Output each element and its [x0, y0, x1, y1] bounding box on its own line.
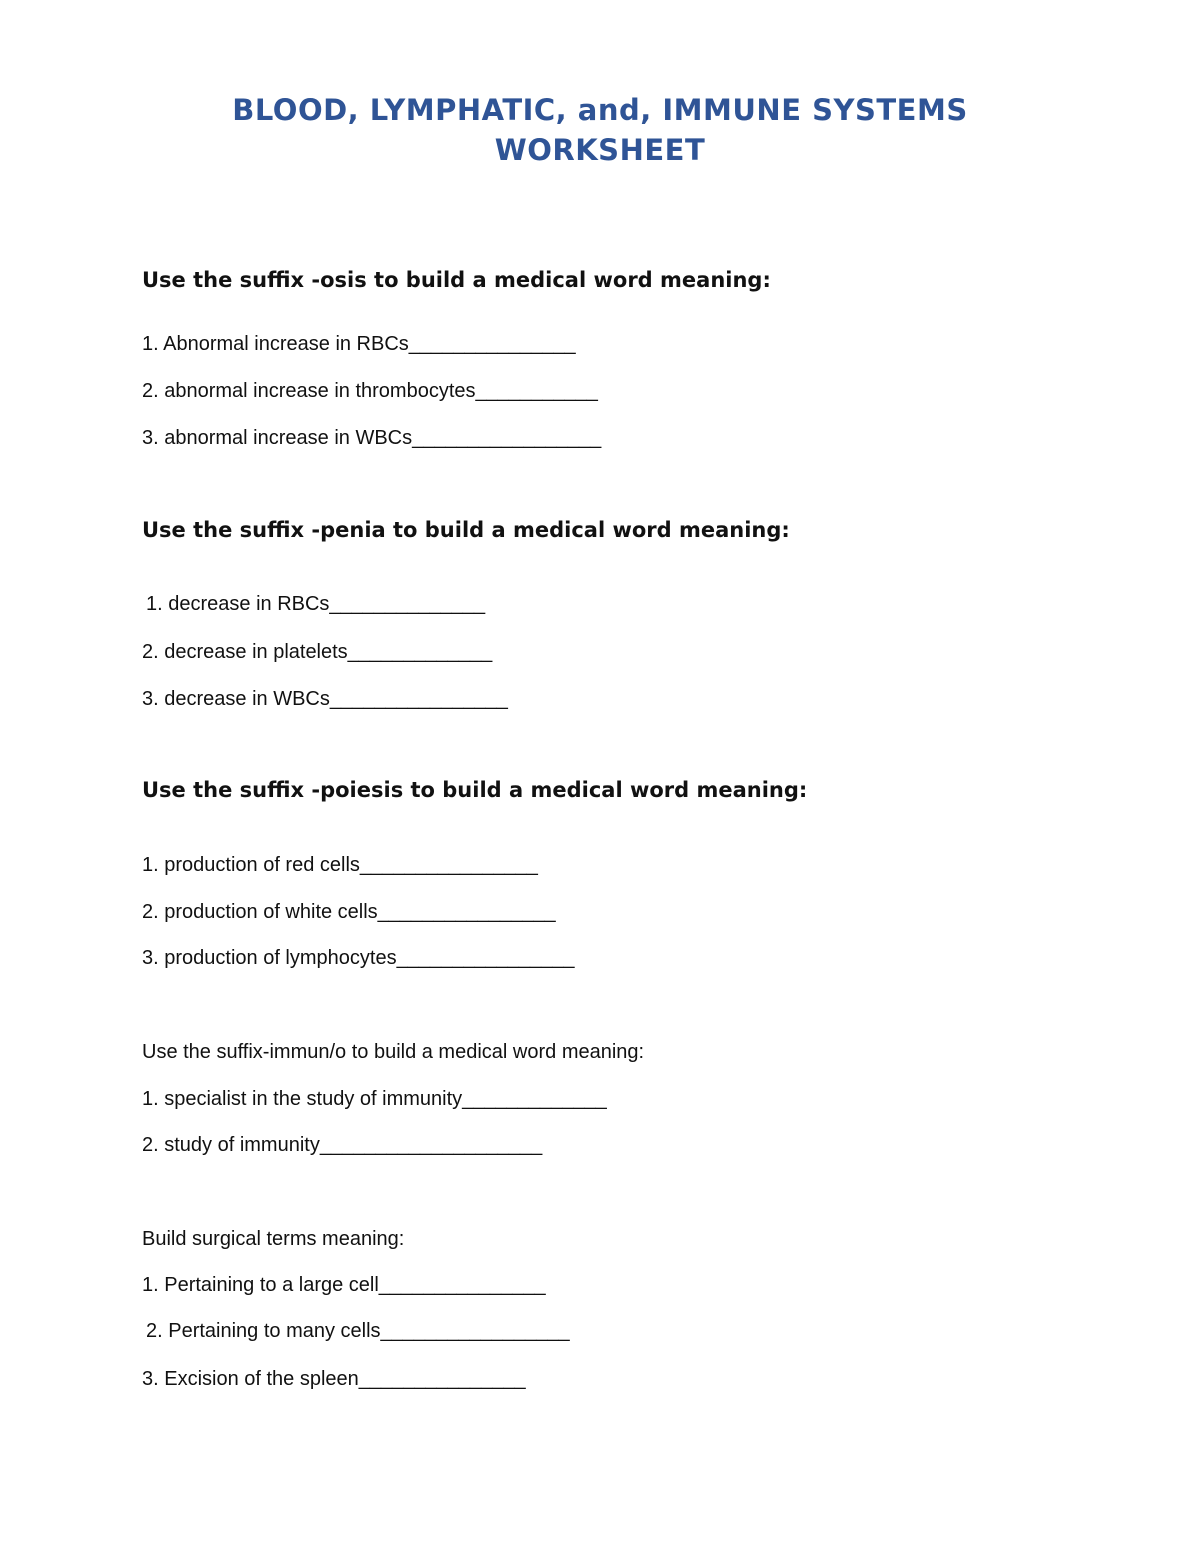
list-item: 1. decrease in RBCs______________	[146, 593, 486, 615]
list-item: 3. Excision of the spleen_______________	[142, 1368, 526, 1390]
section-heading-poiesis: Use the suffix -poiesis to build a medical word meaning:	[142, 778, 808, 802]
section-heading-penia: Use the suffix -penia to build a medical word meaning:	[142, 518, 790, 542]
list-item: 3. decrease in WBCs________________	[142, 688, 508, 710]
list-item: 2. decrease in platelets_____________	[142, 641, 493, 663]
title-line-1: BLOOD, LYMPHATIC, and, IMMUNE SYSTEMS	[232, 93, 968, 127]
title-line-2: WORKSHEET	[494, 133, 706, 167]
section-heading-immuno: Use the suffix-immun/o to build a medical word meaning:	[142, 1041, 645, 1063]
section-heading-surgical: Build surgical terms meaning:	[142, 1228, 405, 1250]
list-item: 1. specialist in the study of immunity_____________	[142, 1088, 607, 1110]
section-heading-osis: Use the suffix -osis to build a medical word meaning:	[142, 268, 771, 292]
list-item: 1. Pertaining to a large cell_______________	[142, 1274, 546, 1296]
list-item: 2. abnormal increase in thrombocytes___________	[142, 380, 598, 402]
list-item: 2. Pertaining to many cells_________________	[146, 1320, 570, 1342]
list-item: 1. production of red cells________________	[142, 854, 538, 876]
list-item: 3. abnormal increase in WBCs_________________	[142, 427, 602, 449]
list-item: 2. study of immunity____________________	[142, 1134, 543, 1156]
list-item: 3. production of lymphocytes________________	[142, 947, 575, 969]
page-title	[0, 90, 1200, 170]
list-item: 1. Abnormal increase in RBCs_______________	[142, 333, 576, 355]
list-item: 2. production of white cells________________	[142, 901, 556, 923]
